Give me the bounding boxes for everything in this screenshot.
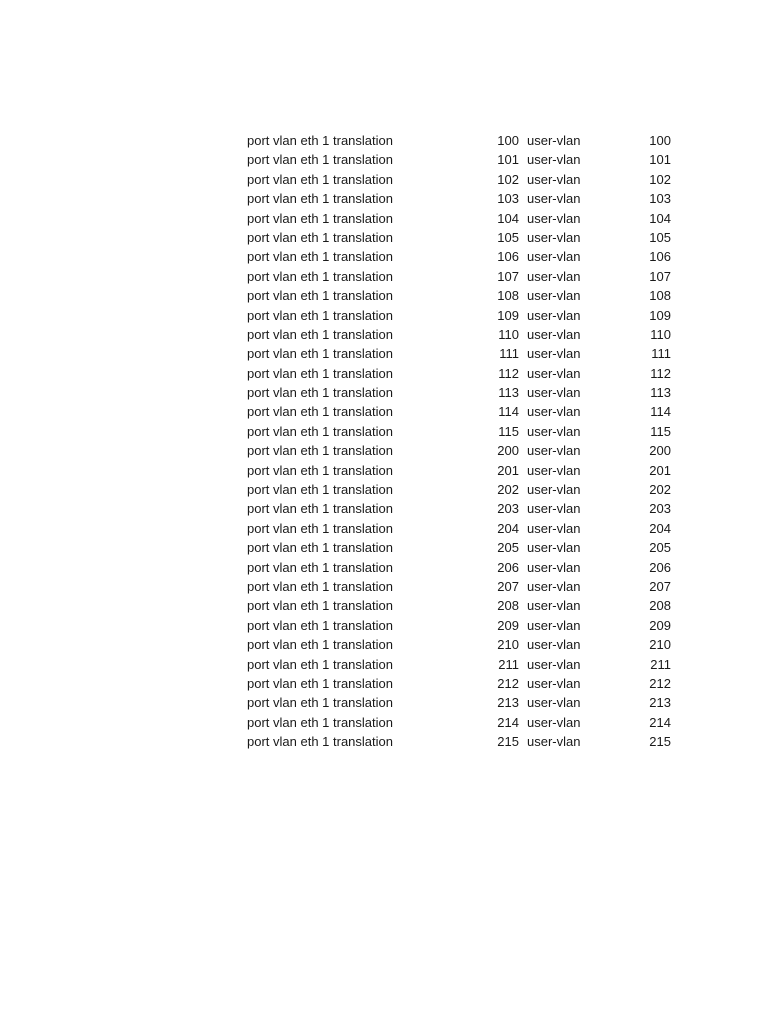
table-row — [247, 344, 677, 363]
table-row — [247, 441, 677, 460]
user-vlan-cell: 110 — [650, 326, 671, 342]
command-cell: port vlan eth 1 translation — [247, 365, 393, 381]
user-vlan-cell: 114 — [650, 404, 671, 420]
command-cell: port vlan eth 1 translation — [247, 501, 393, 517]
table-row — [247, 538, 677, 557]
table-row — [247, 150, 677, 169]
user-vlan-cell: 211 — [650, 656, 671, 672]
table-row — [247, 635, 677, 654]
command-cell: port vlan eth 1 translation — [247, 404, 393, 420]
vlan-cell: 211 — [498, 656, 519, 672]
vlan-cell: 200 — [497, 443, 519, 459]
command-cell: port vlan eth 1 translation — [247, 559, 393, 575]
command-cell: port vlan eth 1 translation — [247, 171, 393, 187]
table-row — [247, 558, 677, 577]
keyword-cell: user-vlan — [527, 423, 581, 439]
table-row — [247, 616, 677, 635]
command-cell: port vlan eth 1 translation — [247, 307, 393, 323]
command-cell: port vlan eth 1 translation — [247, 288, 393, 304]
table-row — [247, 693, 677, 712]
keyword-cell: user-vlan — [527, 637, 581, 653]
keyword-cell: user-vlan — [527, 501, 581, 517]
vlan-cell: 209 — [497, 617, 519, 633]
vlan-cell: 104 — [497, 210, 519, 226]
user-vlan-cell: 105 — [649, 229, 671, 245]
keyword-cell: user-vlan — [527, 578, 581, 594]
user-vlan-cell: 203 — [649, 501, 671, 517]
table-row — [247, 267, 677, 286]
vlan-cell: 106 — [497, 249, 519, 265]
vlan-cell: 204 — [497, 520, 519, 536]
table-row — [247, 170, 677, 189]
command-cell: port vlan eth 1 translation — [247, 210, 393, 226]
user-vlan-cell: 205 — [649, 540, 671, 556]
user-vlan-cell: 210 — [649, 637, 671, 653]
vlan-cell: 214 — [497, 714, 519, 730]
user-vlan-cell: 115 — [650, 423, 671, 439]
vlan-cell: 108 — [497, 288, 519, 304]
user-vlan-cell: 202 — [649, 482, 671, 498]
table-row — [247, 480, 677, 499]
command-cell: port vlan eth 1 translation — [247, 268, 393, 284]
table-row — [247, 383, 677, 402]
user-vlan-cell: 109 — [649, 307, 671, 323]
keyword-cell: user-vlan — [527, 346, 581, 362]
table-row — [247, 655, 677, 674]
vlan-cell: 215 — [497, 734, 519, 750]
keyword-cell: user-vlan — [527, 656, 581, 672]
keyword-cell: user-vlan — [527, 171, 581, 187]
command-cell: port vlan eth 1 translation — [247, 462, 393, 478]
command-cell: port vlan eth 1 translation — [247, 385, 393, 401]
user-vlan-cell: 207 — [649, 578, 671, 594]
keyword-cell: user-vlan — [527, 734, 581, 750]
user-vlan-cell: 201 — [649, 462, 671, 478]
user-vlan-cell: 212 — [649, 675, 671, 691]
command-cell: port vlan eth 1 translation — [247, 695, 393, 711]
command-cell: port vlan eth 1 translation — [247, 346, 393, 362]
vlan-cell: 210 — [497, 637, 519, 653]
user-vlan-cell: 214 — [649, 714, 671, 730]
vlan-cell: 111 — [499, 346, 519, 362]
table-row — [247, 422, 677, 441]
vlan-cell: 206 — [497, 559, 519, 575]
table-row — [247, 364, 677, 383]
keyword-cell: user-vlan — [527, 288, 581, 304]
command-cell: port vlan eth 1 translation — [247, 326, 393, 342]
user-vlan-cell: 208 — [649, 598, 671, 614]
vlan-cell: 207 — [497, 578, 519, 594]
keyword-cell: user-vlan — [527, 695, 581, 711]
vlan-cell: 101 — [497, 152, 519, 168]
user-vlan-cell: 104 — [649, 210, 671, 226]
table-row — [247, 306, 677, 325]
user-vlan-cell: 204 — [649, 520, 671, 536]
vlan-cell: 103 — [497, 191, 519, 207]
user-vlan-cell: 101 — [649, 152, 671, 168]
vlan-cell: 110 — [498, 326, 519, 342]
keyword-cell: user-vlan — [527, 559, 581, 575]
keyword-cell: user-vlan — [527, 462, 581, 478]
command-cell: port vlan eth 1 translation — [247, 637, 393, 653]
command-cell: port vlan eth 1 translation — [247, 714, 393, 730]
keyword-cell: user-vlan — [527, 365, 581, 381]
table-row — [247, 461, 677, 480]
user-vlan-cell: 206 — [649, 559, 671, 575]
command-cell: port vlan eth 1 translation — [247, 249, 393, 265]
table-row — [247, 325, 677, 344]
command-cell: port vlan eth 1 translation — [247, 229, 393, 245]
user-vlan-cell: 100 — [649, 133, 671, 148]
table-row — [247, 247, 677, 266]
command-cell: port vlan eth 1 translation — [247, 482, 393, 498]
vlan-cell: 208 — [497, 598, 519, 614]
command-cell: port vlan eth 1 translation — [247, 675, 393, 691]
keyword-cell: user-vlan — [527, 307, 581, 323]
keyword-cell: user-vlan — [527, 210, 581, 226]
user-vlan-cell: 112 — [650, 365, 671, 381]
table-row — [247, 596, 677, 615]
vlan-cell: 212 — [497, 675, 519, 691]
user-vlan-cell: 215 — [649, 734, 671, 750]
vlan-cell: 105 — [497, 229, 519, 245]
table-row — [247, 209, 677, 228]
command-cell: port vlan eth 1 translation — [247, 540, 393, 556]
user-vlan-cell: 103 — [649, 191, 671, 207]
vlan-cell: 203 — [497, 501, 519, 517]
user-vlan-cell: 108 — [649, 288, 671, 304]
vlan-cell: 112 — [498, 365, 519, 381]
keyword-cell: user-vlan — [527, 268, 581, 284]
keyword-cell: user-vlan — [527, 540, 581, 556]
table-row — [247, 402, 677, 421]
user-vlan-cell: 200 — [649, 443, 671, 459]
vlan-cell: 109 — [497, 307, 519, 323]
keyword-cell: user-vlan — [527, 404, 581, 420]
keyword-cell: user-vlan — [527, 326, 581, 342]
table-row — [247, 228, 677, 247]
vlan-translation-table — [247, 131, 677, 752]
vlan-cell: 205 — [497, 540, 519, 556]
command-cell: port vlan eth 1 translation — [247, 734, 393, 750]
user-vlan-cell: 106 — [649, 249, 671, 265]
command-cell: port vlan eth 1 translation — [247, 152, 393, 168]
table-row — [247, 131, 677, 150]
user-vlan-cell: 113 — [650, 385, 671, 401]
command-cell: port vlan eth 1 translation — [247, 443, 393, 459]
user-vlan-cell: 111 — [651, 346, 671, 362]
table-row — [247, 674, 677, 693]
table-row — [247, 577, 677, 596]
keyword-cell: user-vlan — [527, 520, 581, 536]
keyword-cell: user-vlan — [527, 249, 581, 265]
vlan-cell: 113 — [498, 385, 519, 401]
keyword-cell: user-vlan — [527, 229, 581, 245]
command-cell: port vlan eth 1 translation — [247, 423, 393, 439]
table-row — [247, 713, 677, 732]
table-row — [247, 499, 677, 518]
vlan-cell: 102 — [497, 171, 519, 187]
command-cell: port vlan eth 1 translation — [247, 520, 393, 536]
keyword-cell: user-vlan — [527, 385, 581, 401]
command-cell: port vlan eth 1 translation — [247, 656, 393, 672]
command-cell: port vlan eth 1 translation — [247, 191, 393, 207]
keyword-cell: user-vlan — [527, 675, 581, 691]
command-cell: port vlan eth 1 translation — [247, 617, 393, 633]
command-cell: port vlan eth 1 translation — [247, 598, 393, 614]
table-row — [247, 519, 677, 538]
keyword-cell: user-vlan — [527, 133, 581, 148]
keyword-cell: user-vlan — [527, 191, 581, 207]
keyword-cell: user-vlan — [527, 598, 581, 614]
vlan-cell: 213 — [497, 695, 519, 711]
table-row — [247, 286, 677, 305]
vlan-cell: 201 — [497, 462, 519, 478]
keyword-cell: user-vlan — [527, 152, 581, 168]
user-vlan-cell: 102 — [649, 171, 671, 187]
vlan-cell: 107 — [497, 268, 519, 284]
user-vlan-cell: 107 — [649, 268, 671, 284]
table-row — [247, 189, 677, 208]
keyword-cell: user-vlan — [527, 714, 581, 730]
vlan-cell: 114 — [498, 404, 519, 420]
user-vlan-cell: 209 — [649, 617, 671, 633]
vlan-cell: 100 — [497, 133, 519, 148]
command-cell: port vlan eth 1 translation — [247, 578, 393, 594]
keyword-cell: user-vlan — [527, 617, 581, 633]
table-row — [247, 732, 677, 751]
vlan-cell: 115 — [498, 423, 519, 439]
user-vlan-cell: 213 — [649, 695, 671, 711]
vlan-cell: 202 — [497, 482, 519, 498]
command-cell: port vlan eth 1 translation — [247, 133, 393, 148]
keyword-cell: user-vlan — [527, 482, 581, 498]
keyword-cell: user-vlan — [527, 443, 581, 459]
